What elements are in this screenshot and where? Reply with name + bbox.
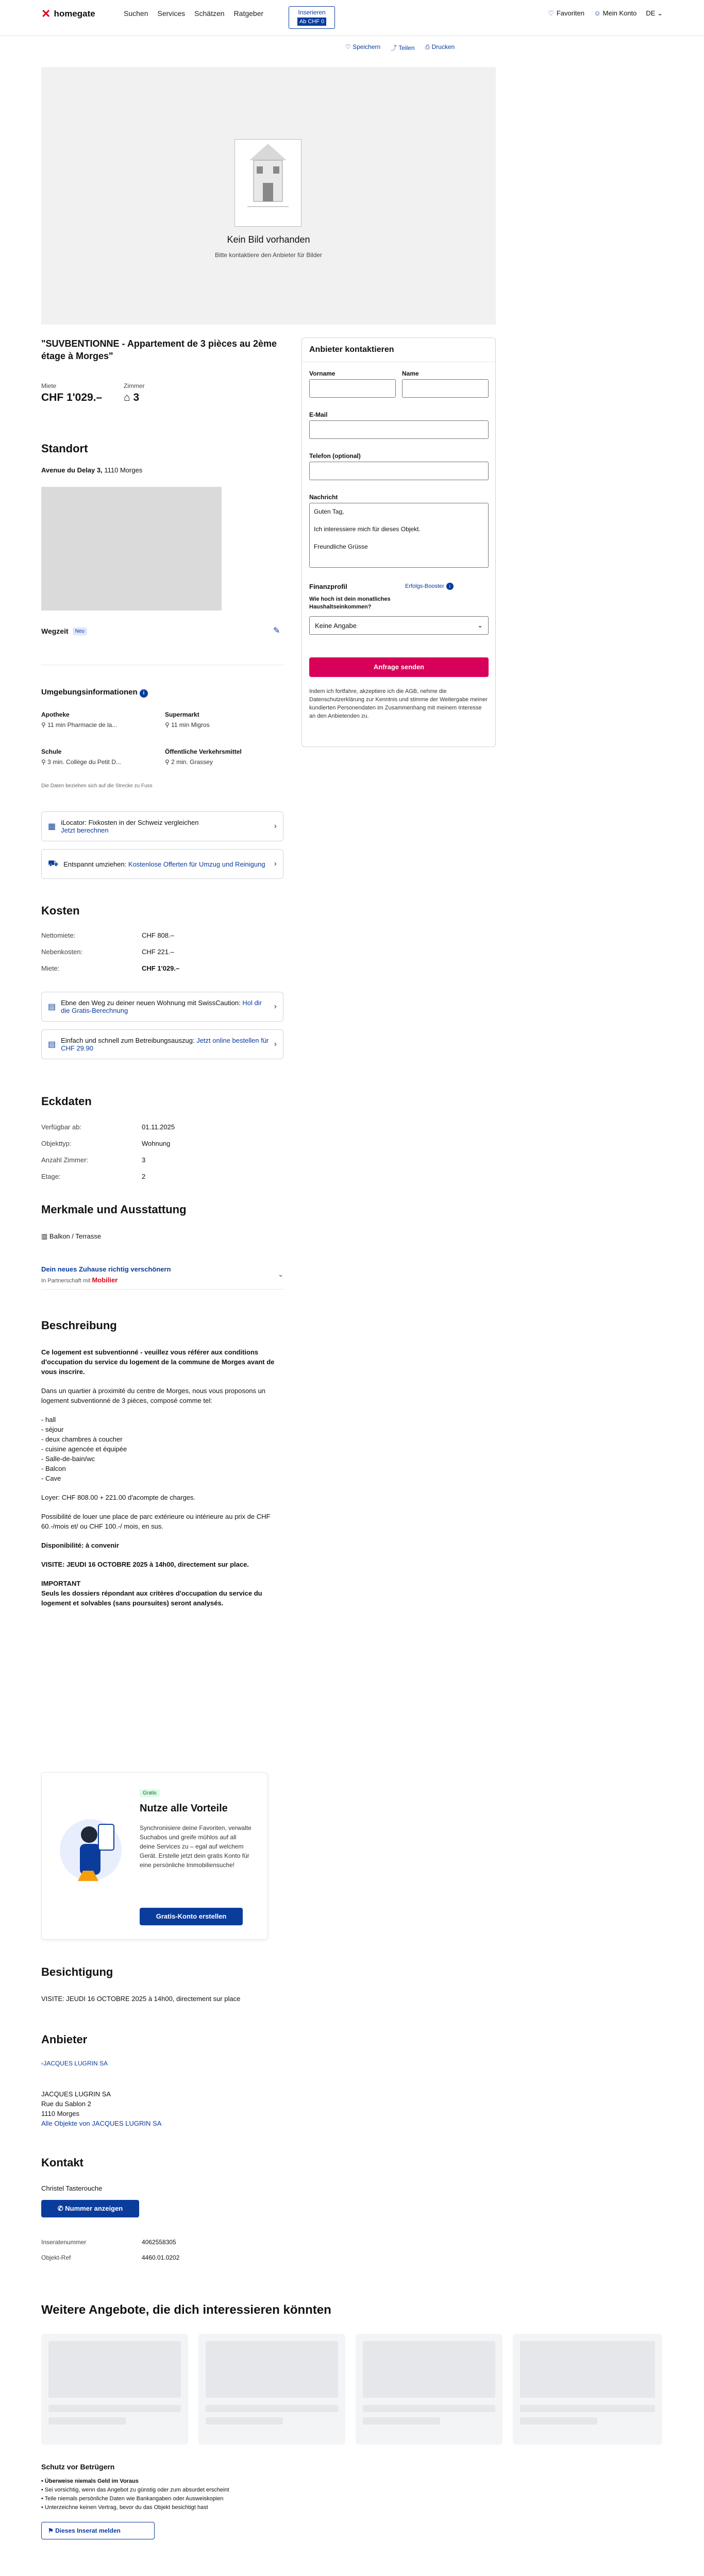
nav-estimate[interactable]: Schätzen <box>194 9 225 18</box>
cost-net-label: Nettomiete: <box>41 931 76 939</box>
school-distance: 3 min. Collège du Petit D... <box>47 758 121 766</box>
description-list-item: - deux chambres à coucher <box>41 1435 123 1443</box>
swisscaution-desc: Ebne den Weg zu deiner neuen Wohnung mit SwissCaution: <box>61 999 241 1007</box>
surroundings-item-pharmacy <box>41 711 117 728</box>
fraud-heading: Schutz vor Betrügern <box>41 2463 115 2471</box>
transport-value <box>165 758 242 766</box>
pharmacy-value <box>41 721 117 728</box>
description-important: IMPORTANT <box>41 1580 81 1587</box>
account-link[interactable] <box>594 9 636 18</box>
walk-icon: ⚲ <box>165 758 170 766</box>
provider-logo-alt[interactable]: JACQUES LUGRIN SA <box>43 2060 108 2067</box>
header-actions <box>547 9 663 18</box>
show-number-label: Nummer anzeigen <box>65 2205 123 2212</box>
account-promo <box>41 1772 268 1940</box>
show-number-button[interactable] <box>41 2200 139 2217</box>
fraud-item-text: Sei vorsichtig, wenn das Angebot zu günstig oder zum absurdet erscheint <box>44 2487 229 2493</box>
cost-net-value: CHF 808.– <box>142 931 174 939</box>
school-value <box>41 758 121 766</box>
description-list <box>41 1415 283 1483</box>
detail-type-label: Objekttyp: <box>41 1140 72 1147</box>
provider-street: Rue du Sablon 2 <box>41 2100 91 2108</box>
detail-type <box>41 1140 170 1147</box>
object-ref-value: 4460.01.0202 <box>142 2254 180 2261</box>
supermarket-value <box>165 721 210 728</box>
firstname-field[interactable] <box>309 379 396 398</box>
share-icon: ⤴ <box>391 44 397 52</box>
favorites-label: Favoriten <box>556 9 585 17</box>
walk-icon: ⚲ <box>41 758 46 766</box>
ilocator-card[interactable] <box>41 811 283 841</box>
debt-extract-card[interactable] <box>41 1029 283 1059</box>
debt-extract-text <box>61 1037 269 1052</box>
moving-card[interactable] <box>41 849 283 879</box>
phone-label: Telefon (optional) <box>309 452 361 460</box>
swisscaution-link[interactable]: Hol dir die Gratis-Berechnung <box>61 999 262 1014</box>
logo-mark-icon: ✕ <box>41 7 51 20</box>
detail-floor-value: 2 <box>142 1173 146 1180</box>
email-field[interactable] <box>309 420 489 439</box>
walk-icon: ⚲ <box>41 721 46 728</box>
phone-field[interactable] <box>309 462 489 480</box>
chevron-right-icon: › <box>274 1002 277 1011</box>
finance-booster[interactable] <box>405 583 454 590</box>
description-important-text: Seuls les dossiers répondant aux critères d'occupation du service du logement et solvables (sans poursuites) seront analysés. <box>41 1589 262 1607</box>
insert-button[interactable] <box>289 6 335 29</box>
rent-label: Miete <box>41 382 57 389</box>
rooms-number: 3 <box>133 392 140 403</box>
cost-rent-label: Miete: <box>41 964 60 972</box>
detail-rooms <box>41 1156 145 1164</box>
description-body <box>41 1347 283 1608</box>
contact-form-heading: Anbieter kontaktieren <box>309 345 394 354</box>
fraud-item-text: Unterzeichne keinen Vertrag, bevor du das Objekt besichtigt hast <box>44 2504 208 2511</box>
furnish-partner <box>41 1276 283 1284</box>
debt-extract-link[interactable]: Jetzt online bestellen für CHF 29.90 <box>61 1037 269 1052</box>
detail-floor-label: Etage: <box>41 1173 61 1180</box>
description-list-item: - Cave <box>41 1475 61 1482</box>
location-map[interactable] <box>41 487 222 611</box>
contact-form <box>301 337 496 747</box>
cost-extra-value: CHF 221.– <box>142 948 174 956</box>
surroundings-title: Umgebungsinformationen <box>41 688 138 697</box>
document-icon: ▤ <box>48 1040 56 1049</box>
print-button[interactable] <box>425 43 455 52</box>
detail-rooms-label: Anzahl Zimmer: <box>41 1156 89 1164</box>
description-availability: Disponibilité: à convenir <box>41 1541 119 1549</box>
surroundings-item-school <box>41 748 121 766</box>
walk-icon: ⚲ <box>165 721 170 728</box>
no-image-title: Kein Bild vorhanden <box>227 234 310 245</box>
moving-desc: Entspannt umziehen: <box>63 860 127 868</box>
rooms-label: Zimmer <box>124 382 145 389</box>
language-label: DE <box>646 9 656 17</box>
insert-label: Inserieren <box>298 9 326 16</box>
firstname-label: Vorname <box>309 370 336 377</box>
supermarket-label: Supermarkt <box>165 711 199 718</box>
contact-heading: Kontakt <box>41 2156 83 2169</box>
ilocator-link[interactable]: Jetzt berechnen <box>61 826 109 834</box>
finance-question: Wie hoch ist dein monatliches Haushaltseinkommen? <box>309 596 391 610</box>
info-icon[interactable]: i <box>140 689 148 698</box>
document-icon: ▤ <box>48 1003 56 1011</box>
location-heading: Standort <box>41 442 88 455</box>
contact-person: Christel Tasterouche <box>41 2184 103 2192</box>
cost-row-net <box>41 931 247 939</box>
info-icon: i <box>446 583 454 590</box>
viewing-text: VISITE: JEUDI 16 OCTOBRE 2025 à 14h00, directement sur place <box>41 1995 241 2003</box>
balcony-icon: ▥ <box>41 1232 48 1240</box>
detail-rooms-value: 3 <box>142 1156 146 1164</box>
account-promo-text: Synchronisiere deine Favoriten, verwalte Suchabos und greife mühlos auf all deine Services zu – egal auf welchem Gerät. Erstelle jetzt dein gratis Konto für eine persönliche Immobiliensuche! <box>140 1824 252 1869</box>
furnish-partner-label: In Partnerschaft mit <box>41 1278 91 1284</box>
edit-pencil-icon[interactable]: ✎ <box>273 626 280 635</box>
share-label: Teilen <box>398 44 415 52</box>
fraud-item: • Überweise niemals Geld im Voraus <box>41 2478 139 2484</box>
fraud-item-text: Teile niemals persönliche Daten wie Bankangaben oder Ausweiskopien <box>44 2496 224 2502</box>
chevron-right-icon: › <box>274 822 277 831</box>
report-listing-button[interactable] <box>41 2522 155 2539</box>
no-image-hint: Bitte kontaktiere den Anbieter für Bilder <box>214 251 323 259</box>
fraud-item: • Sei vorsichtig, wenn das Angebot zu günstig oder zum absurdet erscheint <box>41 2487 229 2493</box>
consent-text: Indem ich fortfahre, akzeptiere ich die AGB, nehme die Datenschutzerklärung zur Kenntnis und stimme der Weitergabe meiner kundierten Personendaten im Zusammenhang mit meinem Interesse an den Anbietenden zu. <box>309 688 488 719</box>
supermarket-distance: 11 min Migros <box>171 721 210 728</box>
furnish-promo[interactable] <box>41 1265 283 1290</box>
offer-skeleton <box>513 2334 662 2445</box>
fraud-item: • Teile niemals persönliche Daten wie Bankangaben oder Ausweiskopien <box>41 2496 224 2502</box>
chevron-down-icon: ⌄ <box>278 1270 283 1278</box>
fraud-item: • Unterzeichne keinen Vertrag, bevor du das Objekt besichtigt hast <box>41 2504 208 2511</box>
brand-name: homegate <box>54 9 95 19</box>
school-label: Schule <box>41 748 62 755</box>
insert-badge: Ab CHF 0 <box>297 18 326 26</box>
print-label: Drucken <box>431 43 455 50</box>
send-request-button[interactable]: Anfrage senden <box>309 657 489 677</box>
chevron-right-icon: › <box>274 1040 277 1048</box>
account-promo-title: Nutze alle Vorteile <box>140 1803 228 1814</box>
cost-row-rent <box>41 964 247 972</box>
feature-balcony: Balkon / Terrasse <box>49 1232 102 1240</box>
listing-number-label: Inseratenummer <box>41 2239 87 2246</box>
provider-all-listings-link[interactable]: Alle Objekte von JACQUES LUGRIN SA <box>41 2120 162 2127</box>
free-badge: Gratis <box>140 1789 160 1797</box>
income-select-value: Keine Angabe <box>315 621 357 630</box>
flag-icon: ⚑ <box>48 2527 54 2534</box>
description-parking: Possibilité de louer une place de parc extérieure ou intérieure au prix de CHF 60.-/mois et/ ou CHF 100.-/ mois, en sus. <box>41 1513 271 1530</box>
lastname-field[interactable] <box>402 379 489 398</box>
description-heading: Beschreibung <box>41 1319 117 1332</box>
chevron-down-icon: ⌄ <box>657 9 663 17</box>
description-visit: VISITE: JEUDI 16 OCTOBRE 2025 à 14h00, directement sur place. <box>41 1561 249 1568</box>
moving-text <box>63 860 265 868</box>
language-select[interactable] <box>646 9 663 18</box>
nav-services[interactable]: Services <box>157 9 186 18</box>
provider-name: JACQUES LUGRIN SA <box>41 2090 111 2098</box>
provider-logo[interactable] <box>41 2060 144 2067</box>
address[interactable] <box>41 466 142 474</box>
detail-available-value: 01.11.2025 <box>142 1123 175 1131</box>
cost-rent-value: CHF 1'029.– <box>142 964 180 972</box>
travel-time-label: Wegzeit <box>41 627 69 635</box>
nav-guide[interactable]: Ratgeber <box>233 9 264 18</box>
main-nav <box>124 9 263 18</box>
more-offers-heading: Weitere Angebote, die dich interessieren könnten <box>41 2303 331 2317</box>
address-city: 1110 Morges <box>104 466 143 474</box>
user-icon: ☺ <box>594 9 601 17</box>
pharmacy-distance: 11 min Pharmacie de la... <box>47 721 118 728</box>
top-header <box>0 0 704 36</box>
offer-skeleton <box>356 2334 502 2445</box>
lastname-label: Name <box>402 370 419 377</box>
message-textarea[interactable]: Guten Tag, Ich interessiere mich für dieses Objekt. Freundliche Grüsse <box>309 503 489 568</box>
description-list-item: - séjour <box>41 1426 64 1433</box>
cost-extra-label: Nebenkosten: <box>41 948 83 956</box>
detail-type-value: Wohnung <box>142 1140 171 1147</box>
provider-address <box>41 2089 161 2128</box>
account-label: Mein Konto <box>602 9 637 17</box>
debt-extract-desc: Einfach und schnell zum Betreibungsauszug: <box>61 1037 195 1044</box>
nav-search[interactable]: Suchen <box>124 9 148 18</box>
detail-floor <box>41 1173 145 1180</box>
favorites-link[interactable] <box>547 9 584 18</box>
finance-booster-label: Erfolgs-Booster <box>405 583 444 589</box>
detail-available <box>41 1123 175 1131</box>
moving-link[interactable]: Kostenlose Offerten für Umzug und Reinigung <box>128 860 265 868</box>
surroundings-note: Die Daten beziehen sich auf die Strecke zu Fuss <box>41 783 153 789</box>
details-heading: Eckdaten <box>41 1095 92 1108</box>
heart-icon: ♡ <box>345 43 351 50</box>
ilocator-desc: iLocator: Fixkosten in der Schweiz vergleichen <box>61 819 199 826</box>
provider-heading: Anbieter <box>41 2033 88 2046</box>
create-account-button[interactable]: Gratis-Konto erstellen <box>140 1908 243 1925</box>
address-street: Avenue du Delay 3, <box>41 466 103 474</box>
message-label: Nachricht <box>309 494 338 501</box>
rent-value: CHF 1'029.– <box>41 392 103 403</box>
listing-number-value: 4062558305 <box>142 2239 176 2246</box>
cost-row-extra <box>41 948 247 956</box>
new-badge: Neu <box>73 628 87 635</box>
truck-icon: ⛟ <box>48 859 59 868</box>
offer-skeleton <box>41 2334 188 2445</box>
fraud-list <box>41 2477 229 2512</box>
listing-title: "SUVBENTIONNE - Appartement de 3 pièces au 2ème étage à Morges" <box>41 338 277 361</box>
ilocator-text <box>61 819 198 834</box>
provider-city: 1110 Morges <box>41 2110 79 2117</box>
phone-icon: ✆ <box>57 2205 63 2212</box>
listing-number <box>41 2239 176 2246</box>
person-illustration-icon <box>57 1804 124 1896</box>
chevron-down-icon: ⌄ <box>477 621 483 629</box>
swisscaution-text <box>61 999 269 1014</box>
email-label: E-Mail <box>309 411 328 418</box>
detail-available-label: Verfügbar ab: <box>41 1123 82 1131</box>
share-button[interactable] <box>391 43 415 52</box>
fraud-item-text: Überweise niemals Geld im Voraus <box>44 2478 139 2484</box>
offer-skeleton <box>198 2334 345 2445</box>
description-list-item: - hall <box>41 1416 56 1423</box>
description-intro: Ce logement est subventionné - veuillez vous référer aux conditions d'occupation du service du logement de la commune de Morges avant de vous inscrire. <box>41 1348 275 1376</box>
report-listing-label: Dieses Inserat melden <box>55 2527 121 2534</box>
heart-icon: ♡ <box>548 9 555 17</box>
description-list-item: - Balcon <box>41 1465 66 1472</box>
transport-distance: 2 min. Grassey <box>171 758 213 766</box>
description-list-item: - Salle-de-bain/wc <box>41 1455 95 1463</box>
save-button[interactable] <box>345 43 380 52</box>
surroundings-heading <box>41 688 148 698</box>
description-list-item: - cuisine agencée et équipée <box>41 1445 127 1453</box>
costs-heading: Kosten <box>41 904 80 917</box>
object-ref <box>41 2254 179 2261</box>
income-select[interactable] <box>309 616 489 635</box>
description-rent: Loyer: CHF 808.00 + 221.00 d'acompte de charges. <box>41 1494 196 1501</box>
broken-image-icon: ▫ <box>41 2060 44 2067</box>
transport-label: Öffentliche Verkehrsmittel <box>165 748 242 755</box>
description-p1: Dans un quartier à proximité du centre de Morges, nous vous proposons un logement subventionné de 3 pièces, composé comme tel: <box>41 1387 266 1404</box>
object-ref-label: Objekt-Ref <box>41 2254 71 2261</box>
finance-title: Finanzprofil <box>309 583 347 590</box>
print-icon: ⎙ <box>425 43 430 50</box>
pharmacy-label: Apotheke <box>41 711 70 718</box>
surroundings-item-supermarket <box>165 711 210 728</box>
chevron-right-icon: › <box>274 859 277 868</box>
travel-time <box>41 627 87 635</box>
features-heading: Merkmale und Ausstattung <box>41 1203 187 1216</box>
brand-logo[interactable] <box>41 8 95 20</box>
rooms-value <box>124 392 139 404</box>
surroundings-item-transport <box>165 748 242 766</box>
viewing-heading: Besichtigung <box>41 1965 113 1978</box>
swisscaution-card[interactable] <box>41 992 283 1022</box>
furnish-link[interactable]: Dein neues Zuhause richtig verschönern <box>41 1265 171 1273</box>
partner-logo: Mobilier <box>92 1276 118 1284</box>
no-image-placeholder-icon <box>234 139 301 227</box>
feature-item <box>41 1232 101 1241</box>
listing-toolbar <box>345 43 455 52</box>
save-label: Speichern <box>353 43 381 50</box>
calculator-icon: ▦ <box>48 822 56 831</box>
house-icon: ⌂ <box>124 392 130 403</box>
